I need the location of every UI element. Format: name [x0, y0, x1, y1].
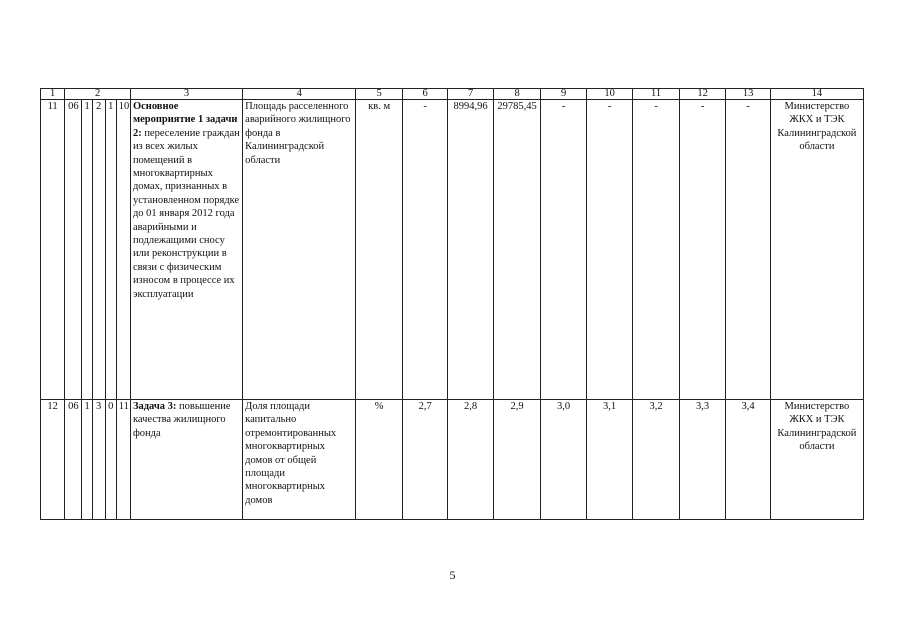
- header-cell-2: 2: [65, 89, 131, 100]
- value-cell: -: [679, 100, 726, 400]
- header-cell-9: 9: [541, 89, 586, 100]
- measure-title-cell: [130, 100, 242, 400]
- code-cell: 3: [92, 400, 105, 520]
- value-cell: -: [726, 100, 770, 400]
- code-cell: 06: [65, 100, 82, 400]
- value-cell: -: [586, 100, 633, 400]
- indicators-table: [40, 88, 864, 520]
- code-cell: 11: [41, 100, 65, 400]
- value-cell: 2,7: [402, 400, 447, 520]
- value-cell: -: [633, 100, 680, 400]
- value-cell: 3,4: [726, 400, 770, 520]
- indicator-cell: Площадь расселенного аварийного жилищного фонда в Калининградской области: [243, 100, 356, 400]
- value-cell: 29785,45: [493, 100, 541, 400]
- code-cell: 1: [82, 100, 92, 400]
- measure-title-text: переселение граждан из всех жилых помещений в многоквартирных домах, признанных в установленном порядке до 01 января 2012 года аварийными и подлежащими сносу или реконструкции в связи с физическим износом в процессе их эксплуатации: [132, 127, 240, 300]
- measure-title-bold: Задача 3:: [132, 401, 177, 412]
- header-cell-1: 1: [41, 89, 65, 100]
- value-cell: -: [402, 100, 447, 400]
- header-cell-13: 13: [726, 89, 770, 100]
- header-cell-3: 3: [130, 89, 242, 100]
- value-cell: 2,9: [493, 400, 541, 520]
- header-cell-4: 4: [243, 89, 356, 100]
- indicator-cell: Доля площади капитально отремонтированных многоквартирных домов от общей площади многоквартирных домов: [243, 400, 356, 520]
- header-cell-8: 8: [493, 89, 541, 100]
- code-cell: 1: [105, 100, 116, 400]
- header-cell-14: 14: [770, 89, 863, 100]
- value-cell: 3,2: [633, 400, 680, 520]
- value-cell: 3,3: [679, 400, 726, 520]
- unit-cell: кв. м: [356, 100, 403, 400]
- code-cell: 06: [65, 400, 82, 520]
- table-row: [41, 100, 864, 400]
- header-cell-7: 7: [448, 89, 493, 100]
- column-number-row: [41, 89, 864, 100]
- header-cell-12: 12: [679, 89, 726, 100]
- code-cell: 12: [41, 400, 65, 520]
- header-cell-6: 6: [402, 89, 447, 100]
- measure-title-cell: [130, 400, 242, 520]
- value-cell: 8994,96: [448, 100, 493, 400]
- value-cell: -: [541, 100, 586, 400]
- code-cell: 10: [116, 100, 130, 400]
- table-row: [41, 400, 864, 520]
- code-cell: 1: [82, 400, 92, 520]
- responsible-cell: Министерство ЖКХ и ТЭК Калининградской области: [770, 100, 863, 400]
- header-cell-11: 11: [633, 89, 680, 100]
- code-cell: 11: [116, 400, 130, 520]
- unit-cell: %: [356, 400, 403, 520]
- value-cell: 3,0: [541, 400, 586, 520]
- code-cell: 0: [105, 400, 116, 520]
- value-cell: 3,1: [586, 400, 633, 520]
- header-cell-5: 5: [356, 89, 403, 100]
- page-number: 5: [449, 568, 456, 582]
- measure-title-text: повышение качества жилищного фонда: [132, 401, 231, 439]
- code-cell: 2: [92, 100, 105, 400]
- measure-title-bold: Основное мероприятие 1 задачи 2:: [132, 101, 238, 139]
- responsible-cell: Министерство ЖКХ и ТЭК Калининградской области: [770, 400, 863, 520]
- header-cell-10: 10: [586, 89, 633, 100]
- value-cell: 2,8: [448, 400, 493, 520]
